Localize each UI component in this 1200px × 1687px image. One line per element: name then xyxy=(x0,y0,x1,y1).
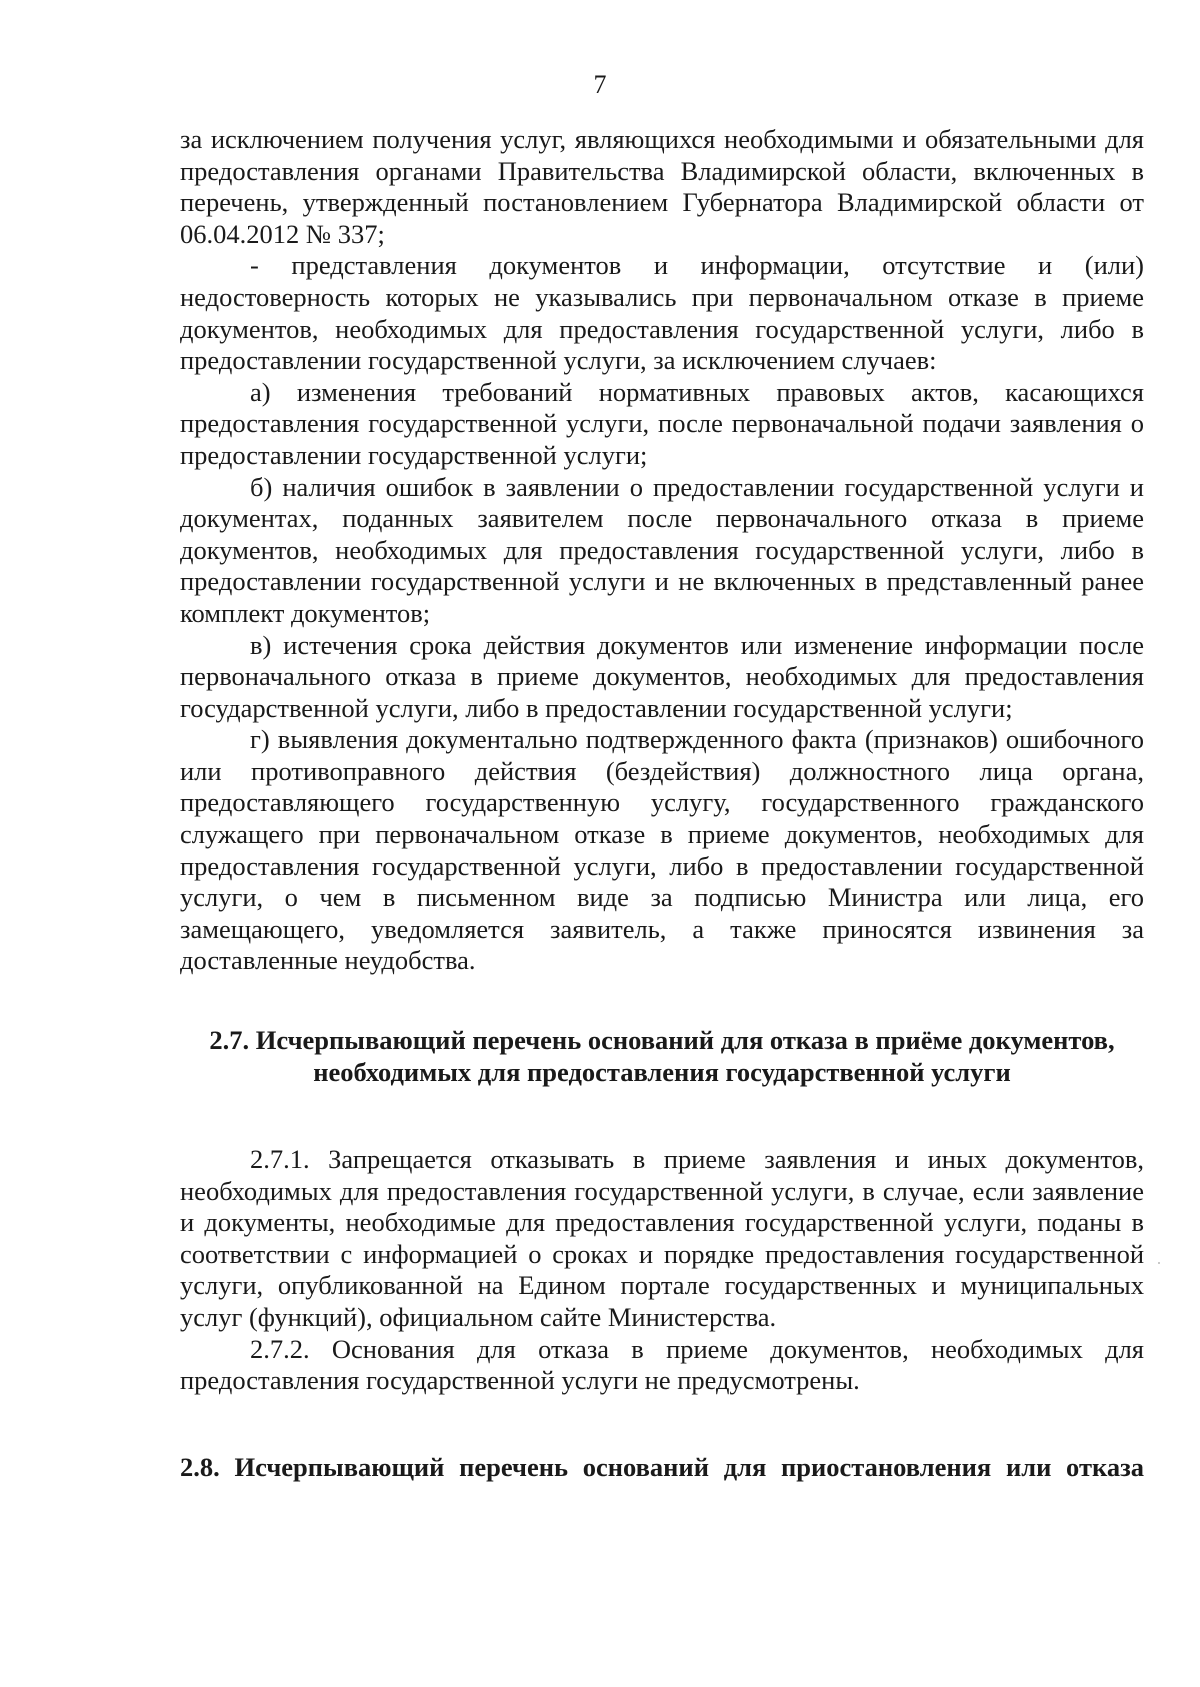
paragraph-exception-services: за исключением получения услуг, являющихся необходимыми и обязательными для предоставления органами Правительства Владимирской области, включенных в перечень, утвержденный постановлением Губернатора Владимирской области от 06.04.2012 № 337; xyxy=(180,124,1144,249)
page-number: 7 xyxy=(593,70,607,99)
paragraph-documents-info: - представления документов и информации, отсутствие и (или) недостоверность которых не указывались при первоначальном отказе в приеме документов, необходимых для предоставления государственной услуги, либо в предоставлении государственной услуги, за исключением случаев: xyxy=(180,250,1144,376)
paragraph-case-g: г) выявления документально подтвержденного факта (признаков) ошибочного или противоправного действия (бездействия) должностного лица органа, предоставляющего государственную услугу, государственного гражданского служащего при первоначальном отказе в приеме документов, необходимых для предоставления государственной услуги, либо в предоставлении государственной услуги, о чем в письменном виде за подписью Министра или лица, его замещающего, уведомляется заявитель, а также приносятся извинения за доставленные неудобства. xyxy=(180,724,1144,976)
section-2-8-heading xyxy=(180,1451,1144,1483)
paragraph-case-a: а) изменения требований нормативных правовых актов, касающихся предоставления государственной услуги, после первоначальной подачи заявления о предоставлении государственной услуги; xyxy=(180,376,1144,470)
paragraph-2-7-1: 2.7.1. Запрещается отказывать в приеме заявления и иных документов, необходимых для предоставления государственной услуги, в случае, если заявление и документы, необходимые для предоставления государственной услуги, поданы в соответствии с информацией о сроках и порядке предоставления государственной услуги, опубликованной на Едином портале государственных и муниципальных услуг (функций), официальном сайте Министерства. xyxy=(180,1144,1144,1332)
document-body xyxy=(180,124,1144,1483)
scan-artifact xyxy=(1158,1262,1160,1264)
paragraph-case-b: б) наличия ошибок в заявлении о предоставлении государственной услуги и документах, поданных заявителем после первоначального отказа в приеме документов, необходимых для предоставления государственной услуги, либо в предоставлении государственной услуги и не включенных в представленный ранее комплект документов; xyxy=(180,471,1144,628)
paragraph-2-7-2: 2.7.2. Основания для отказа в приеме документов, необходимых для предоставления государственной услуги не предусмотрены. xyxy=(180,1333,1144,1396)
section-2-8-heading-text: 2.8. Исчерпывающий перечень оснований для приостановления или отказа xyxy=(180,1451,1144,1482)
paragraph-case-v: в) истечения срока действия документов или изменение информации после первоначального отказа в приеме документов, необходимых для предоставления государственной услуги, либо в предоставлении государственной услуги; xyxy=(180,629,1144,723)
section-2-7-heading: 2.7. Исчерпывающий перечень оснований для отказа в приёме документов, необходимых для предоставления государственной услуги xyxy=(209,1025,1115,1088)
